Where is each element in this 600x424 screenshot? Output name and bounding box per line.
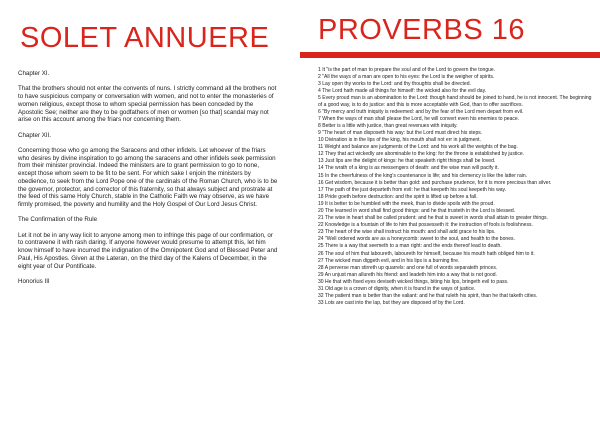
verse-3: 3 Lay open thy works to the Lord: and thy thoughts shall be directed.	[318, 81, 471, 88]
verse-18: 18 Pride goeth before destruction: and the spirit is lifted up before a fall.	[318, 193, 478, 200]
verse-23: 23 The heart of the wise shall instruct his mouth: and shall add grace to his lips.	[318, 229, 496, 236]
page-title-solet-annuere: SOLET ANNUERE	[20, 22, 270, 54]
chapter-xii-text: Concerning those who go among the Saracens and other infidels. Let whoever of the friars who desires by divine inspiration to go among the saracens and other infidels seek permission from their minister provincial. Indeed the ministers are to grant permission to go to none, except those whom seem to be fit to be sent. For which sake I enjoin the ministers by obedience, to seek from the Lord Pope one of the cardinals of the Roman Church, who is to be the governor, protector, and corrector of this fraternity, so that always subject and prostrate at the feed of this same Holy Church, stable in the Catholic Faith we may observe, as we have firmly promised, the poverty and humility and the Holy Gospel of Our Lord Jesus Christ.	[18, 146, 278, 208]
verse-8: 8 Better is a little with justice, than great revenues with iniquity.	[318, 122, 458, 129]
verse-5: 5 Every proud man is an abomination to the Lord: though hand should be joined to hand, he is not innocent. The beginning of a good way, is to do justice: and this is more acceptable with God, than to offer sacrifices.	[318, 95, 592, 108]
chapter-xii-heading: Chapter XII.	[18, 131, 52, 139]
verse-21: 21 The wise in heart shall be called prudent: and he that is sweet in words shall attain to greater things.	[318, 215, 548, 222]
verse-33: 33 Lots are cast into the lap, but they are disposed of by the Lord.	[318, 300, 465, 307]
page-title-proverbs: PROVERBS 16	[318, 14, 525, 46]
verse-22: 22 Knowledge is a fountain of life to him that possesseth it: the instruction of fools is foolishness.	[318, 222, 533, 229]
signature-honorius: Honorius III	[18, 277, 50, 285]
verse-25: 25 There is a way that seemeth to a man right: and the ends thereof lead to death.	[318, 243, 502, 250]
verse-15: 15 In the cheerfulness of the king's countenance is life; and his clemency is like the latter rain.	[318, 172, 528, 179]
verse-31: 31 Old age is a crown of dignity, when it is found in the ways of justice.	[318, 286, 476, 293]
right-page	[300, 0, 600, 424]
left-page	[0, 0, 296, 424]
chapter-xi-heading: Chapter XI.	[18, 70, 50, 77]
verse-13: 13 Just lips are the delight of kings: he that speaketh right things shall be loved.	[318, 158, 496, 165]
verse-30: 30 He that with fixed eyes deviseth wicked things, biting his lips, bringeth evil to pass.	[318, 278, 509, 285]
verse-9: 9 "The heart of man disposeth his way: but the Lord must direct his steps.	[318, 129, 483, 136]
confirmation-heading: The Confirmation of the Rule	[18, 216, 98, 224]
verse-6: 6 "By mercy and truth iniquity is redeemed: and by the fear of the Lord men depart from evil.	[318, 108, 524, 115]
confirmation-text: Let it not be in any way licit to anyone among men to infringe this page of our confirmation, or to contravene it with rash daring. If anyone however would presume to attempt this, let him know himself to have incurred the indignation of the Omnipotent God and of Blessed Peter and Paul, His Apostles. Given at the Lateran, on the third day of the Kalens of December, in the eight year of Our Pontificate.	[18, 231, 278, 270]
verse-7: 7 When the ways of man shall please the Lord, he will convert even his enemies to peace.	[318, 115, 520, 122]
verse-4: 4 The Lord hath made all things for himself: the wicked also for the evil day.	[318, 88, 487, 95]
verse-16: 16 Get wisdom, because it is better than gold: and purchase prudence, for it is more precious than silver.	[318, 179, 552, 186]
verse-1: 1 It "is the part of man to prepare the soul and of the Lord to govern the tongue.	[318, 67, 496, 73]
verse-19: 19 It is better to be humbled with the meek, than to divide spoils with the proud.	[318, 200, 495, 207]
verse-29: 29 An unjust man allureth his friend: and leadeth him into a way that is not good.	[318, 271, 497, 278]
verse-list	[318, 67, 592, 306]
verse-12: 12 They that act wickedly are abominable to the king: for the throne is established by justice.	[318, 151, 525, 158]
verse-2: 2 "All the ways of a man are open to his eyes: the Lord is the weigher of spirits.	[318, 74, 495, 81]
verse-10: 10 Divination is in the lips of the king, his mouth shall not err in judgment.	[318, 137, 481, 144]
verse-26: 26 The soul of him that laboureth, laboureth for himself, because his mouth hath obliged him to it.	[318, 250, 535, 257]
chapter-xi-text: That the brothers should not enter the convents of nuns. I strictly command all the brothers not to have suspicious company or conversation with women, and not to enter the monasteries of women religious, except those to whom special permission has been conceded by the Apostolic See; neither are they to be godfathers of men or women [so that] scandal may not arise on this account among the friars nor concerning them.	[18, 85, 277, 124]
verse-27: 27 The wicked man diggeth evil, and in his lips is a burning fire.	[318, 257, 460, 264]
verse-32: 32 The patient man is better than the valiant: and he that ruleth his spirit, than he that taketh cities.	[318, 293, 538, 300]
verse-24: 24 "Well ordered words are as a honeycomb: sweet to the soul, and health to the bones.	[318, 236, 515, 243]
verse-11: 11 Weight and balance are judgments of the Lord: and his work all the weights of the bag.	[318, 144, 518, 151]
verse-20: 20 The learned in word shall find good things: and he that trusteth in the Lord is blessed.	[318, 207, 516, 214]
verse-14: 14 The wrath of a king is as messengers of death: and the wise man will pacify it.	[318, 165, 499, 172]
verse-17: 17 The path of the just departeth from evil: he that keepeth his soul keepeth his way.	[318, 186, 507, 193]
rule-text	[18, 70, 278, 286]
verse-28: 28 A perverse man stirreth up quarrels: and one full of words separateth princes.	[318, 264, 498, 271]
